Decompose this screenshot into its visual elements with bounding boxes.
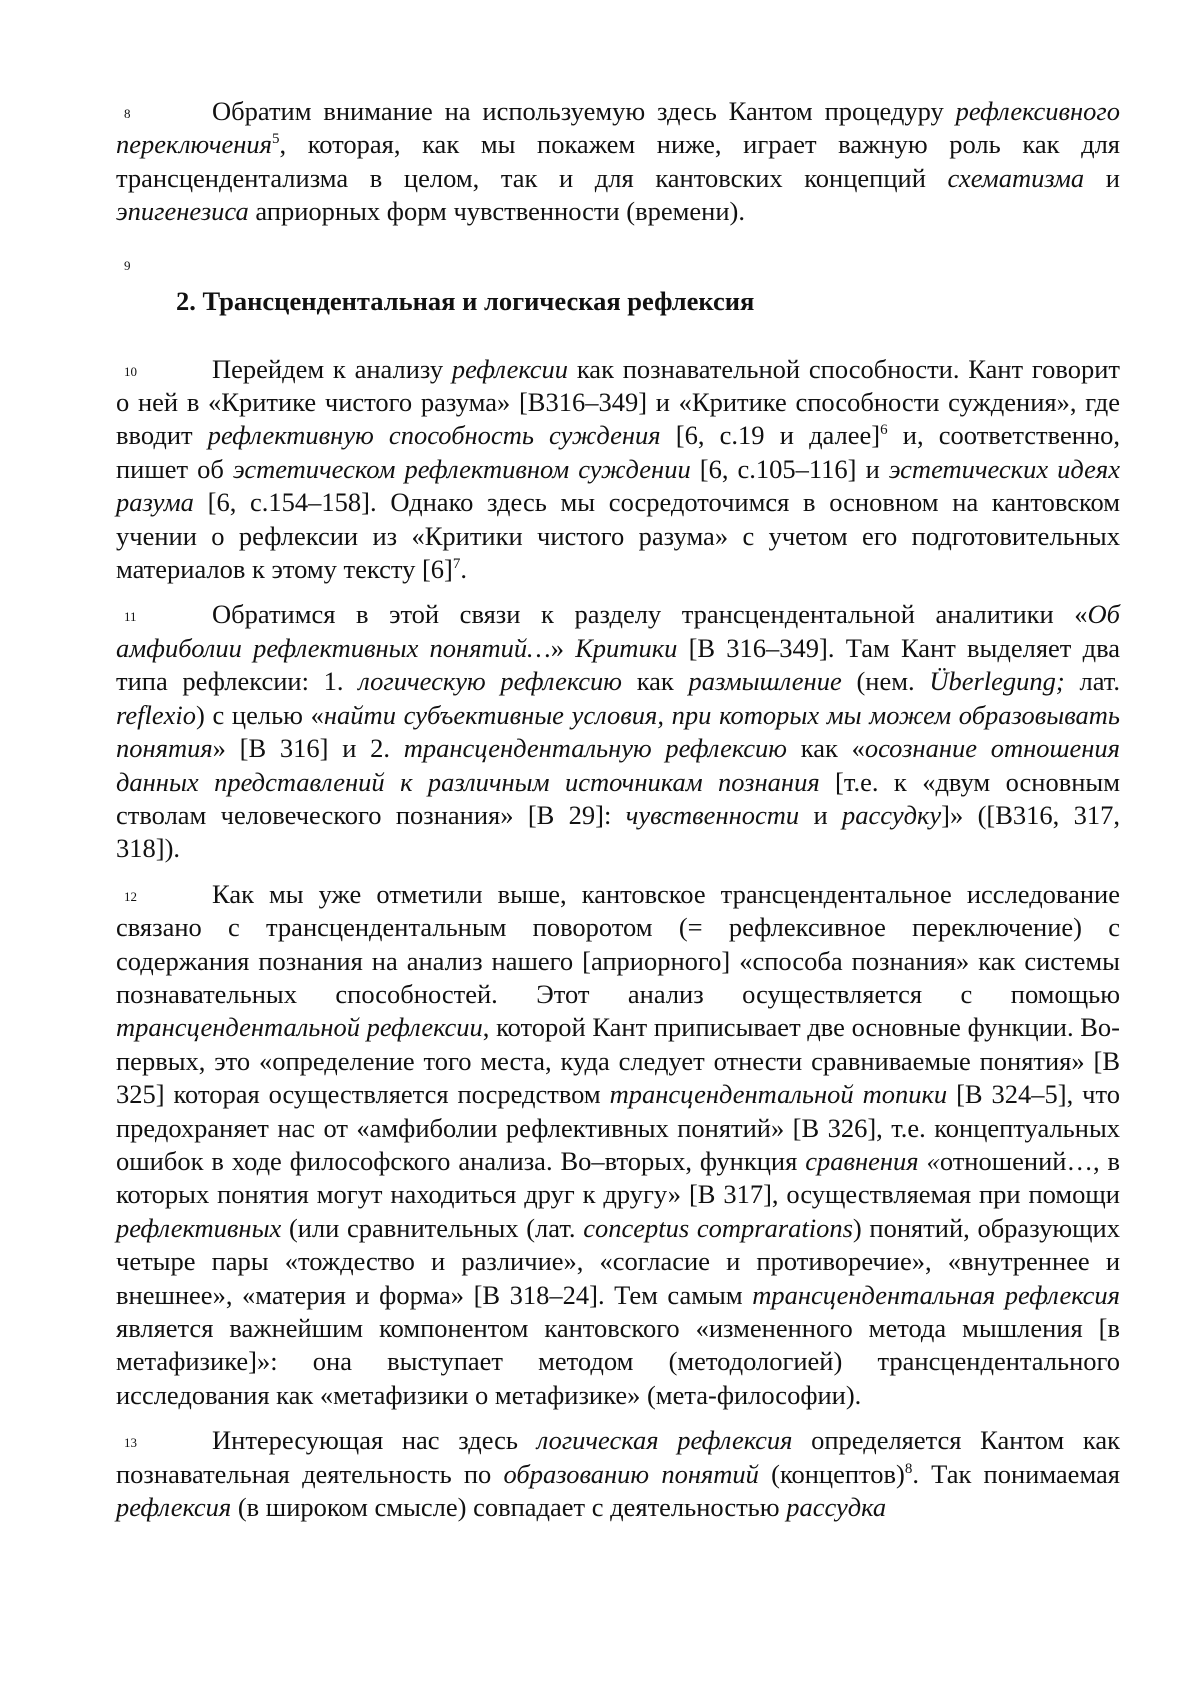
text-run: [6, с.105–116] и <box>690 453 889 484</box>
italic-term: размышление <box>688 666 842 697</box>
text-run: ) понятий, образующих четыре пары «тождество и различие», «согласие и противоречие», «внутреннее и внешнее», «материя и форма» [В 318–24]. Тем самым <box>116 1212 1120 1310</box>
paragraph-number: 11 <box>124 609 137 625</box>
footnote-ref[interactable]: 6 <box>880 422 888 439</box>
italic-term: Об амфиболии рефлективных понятий… <box>116 599 1120 663</box>
italic-term: образованию понятий <box>503 1458 759 1489</box>
text-run: . <box>460 554 467 585</box>
footnote-ref[interactable]: 8 <box>904 1460 913 1477</box>
paragraph-12 <box>116 878 1120 1413</box>
text-run: (или сравнительных (лат. <box>281 1212 584 1243</box>
text-run: [т.е. к «двум основным стволам человеческого познания» [В 29]: <box>116 766 1120 830</box>
italic-term: осознание отношения данных представлений к различным источникам познания <box>116 733 1120 797</box>
text-run: , которой Кант приписывает две основные функции. Во-первых, это «определение того места, куда следует отнести сравниваемые понятия» [В 325] которая осуществляется посредством <box>116 1012 1120 1110</box>
paragraph-13 <box>116 1424 1120 1524</box>
italic-term: Überlegung; <box>929 666 1065 697</box>
italic-term: найти субъективные условия, при которых мы можем образовывать понятия <box>116 699 1120 764</box>
italic-term: трансцендентальной топики <box>609 1079 948 1110</box>
section-heading: 2. Трансцендентальная и логическая рефлексия <box>176 285 755 316</box>
text-run: , которая, как мы покажем ниже, играет важную роль как для трансцендентализма в целом, так и для кантовских концепций <box>116 129 1120 193</box>
text-run: [В 316–349]. Там Кант выделяет два типа рефлексии: 1. <box>116 632 1120 697</box>
italic-term: рефлективных <box>116 1212 282 1243</box>
italic-term: трансцендентальную рефлексию <box>403 733 787 764</box>
italic-term: reflexio <box>116 699 196 730</box>
document-page <box>116 95 1120 1524</box>
italic-term: трансцендентальной рефлексии <box>116 1012 483 1043</box>
footnote-ref[interactable]: 5 <box>271 131 280 148</box>
paragraph-number: 8 <box>124 106 131 121</box>
text-run: (концептов) <box>758 1458 905 1489</box>
text-run: и, соответственно, пишет об <box>116 420 1120 484</box>
text-run: как познавательной способности. Кант говорит о ней в «Критике чистого разума» [B316–349] и «Критике способности суждения», где вводит <box>116 353 1120 451</box>
italic-term: Критики <box>575 632 678 663</box>
text-run: как <box>621 666 689 697</box>
text-run: и <box>1084 162 1120 193</box>
paragraph-number: 9 <box>124 257 131 273</box>
paragraph-number: 13 <box>124 1435 137 1451</box>
italic-term: трансцендентальная рефлексия <box>752 1279 1120 1310</box>
italic-term: эстетическом рефлективном суждении <box>232 453 691 484</box>
text-run: . Так понимаемая <box>912 1458 1120 1489</box>
text-run: Интересующая нас здесь <box>212 1425 537 1456</box>
text-run: Как мы уже отметили выше, кантовское трансцендентальное исследование связано с трансцендентальным поворотом (= рефлексивное переключение) с содержания познания на анализ нашего [априорного] «способа познания» как системы познавательных способностей. Этот анализ осуществляется с помощью <box>116 878 1120 1009</box>
text-run: Обратимся в этой связи к разделу трансцендентальной аналитики « <box>212 599 1088 630</box>
text-run: Перейдем к анализу <box>212 353 452 384</box>
text-run: Обратим внимание на используемую здесь Кантом процедуру <box>212 96 956 126</box>
text-run: как « <box>786 733 865 764</box>
paragraph-11 <box>116 598 1120 865</box>
italic-term: логическую рефлексию <box>358 666 622 697</box>
text-run: и <box>799 799 843 830</box>
paragraph-number: 10 <box>124 363 137 379</box>
text-run: ]» ([В316, 317, 318]). <box>116 799 1121 864</box>
italic-term: сравнения « <box>805 1145 940 1176</box>
text-run: [6, с.154–158]. Однако здесь мы сосредоточимся в основном на кантовском учении о рефлексии из «Критики чистого разума» с учетом его подготовительных материалов к этому тексту [6] <box>116 487 1120 585</box>
paragraph-10 <box>116 353 1120 587</box>
text-run: » <box>550 632 576 663</box>
text-run: » [В 316] и 2. <box>212 733 404 764</box>
italic-term: рассудку <box>842 799 942 830</box>
italic-term: чувственности <box>625 799 800 830</box>
text-run: (в широком смысле) совпадает с деятельностью <box>231 1492 787 1523</box>
italic-term: схематизма <box>947 162 1085 193</box>
italic-term: эпигенезиса <box>116 196 249 227</box>
text-run: [В 324–5], что предохраняет нас от «амфиболии рефлективных понятий» [В 326], т.е. концептуальных ошибок в ходе философского анализа. Во–вторых, функция <box>116 1079 1120 1176</box>
italic-term: рассудка <box>786 1492 887 1523</box>
text-run: (нем. <box>841 666 930 697</box>
text-run: [6, с.19 и далее] <box>660 420 881 451</box>
text-run: отношений…, в которых понятия могут находиться друг к другу» [В 317], осуществляемая при помощи <box>116 1145 1121 1210</box>
paragraph-number: 12 <box>124 888 137 904</box>
italic-term: рефлективную способность суждения <box>207 420 661 451</box>
text-run: ) с целью « <box>195 699 324 730</box>
italic-term: эстетических идеях разума <box>116 453 1120 518</box>
italic-term: рефлексивного переключения <box>116 96 1120 160</box>
text-run: является важнейшим компонентом кантовского «измененного метода мышления [в метафизике]»: она выступает методом (методологией) трансцендентального исследования как «метафизики о метафизике» (мета-философии). <box>116 1313 1120 1410</box>
text-run: лат. <box>1064 666 1120 697</box>
text-run: определяется Кантом как познавательная деятельность по <box>116 1425 1120 1489</box>
paragraph-8 <box>116 95 1120 229</box>
italic-term: рефлексии <box>451 353 569 384</box>
italic-term: conceptus comprarations <box>583 1212 853 1243</box>
footnote-ref[interactable]: 7 <box>452 556 461 573</box>
section-heading-block <box>116 257 1120 353</box>
text-run: априорных форм чувственности (времени). <box>248 196 745 227</box>
italic-term: рефлексия <box>116 1492 232 1523</box>
italic-term: логическая рефлексия <box>536 1425 793 1456</box>
